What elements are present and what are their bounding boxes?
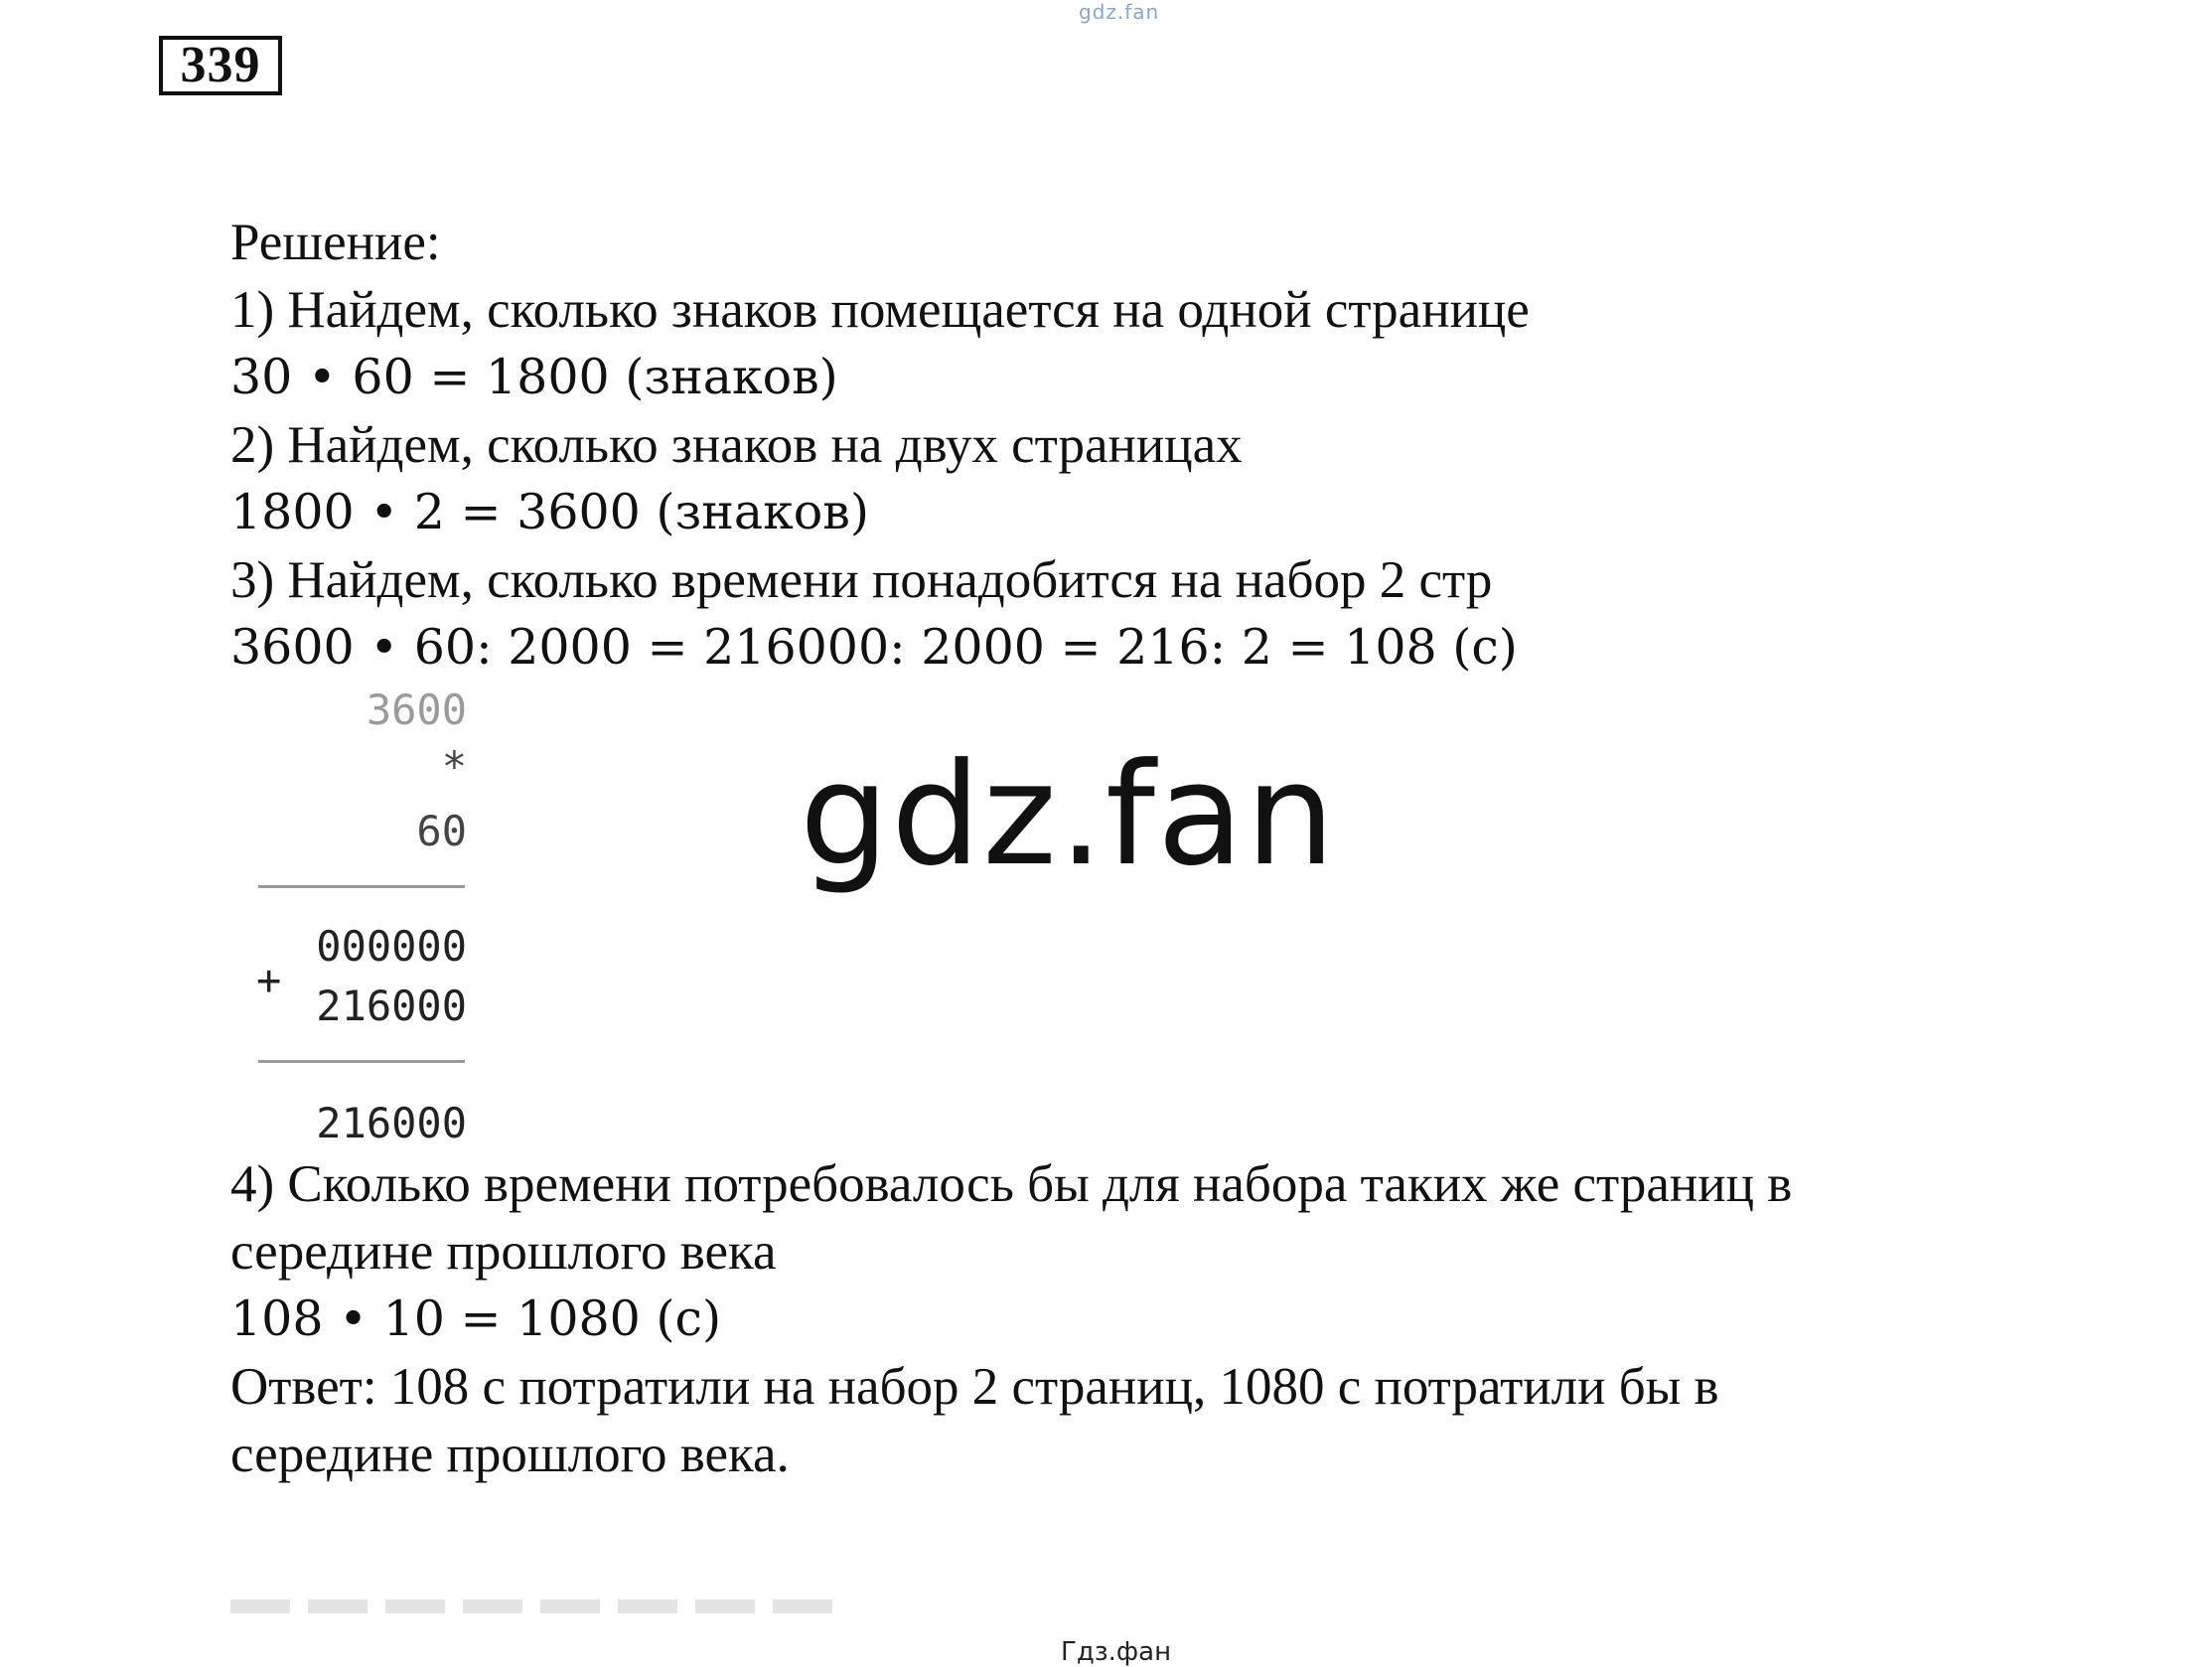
column-rule-top <box>258 885 465 888</box>
step3-text: 3) Найдем, сколько времени понадобится на набор 2 стр <box>230 551 1493 609</box>
column-result: 216000 <box>316 1099 467 1147</box>
problem-number-box: 339 <box>159 36 282 95</box>
footer-watermark: Гдз.фан <box>1061 1637 1172 1667</box>
step3-calc: 3600 • 60: 2000 = 216000: 2000 = 216: 2 = 108 (с) <box>230 619 1518 676</box>
step4-text-line2: середине прошлого века <box>230 1223 777 1281</box>
column-multiplicand: 3600 <box>366 685 467 734</box>
step4-text-line1: 4) Сколько времени потребовалось бы для набора таких же страниц в <box>230 1155 1793 1213</box>
step1-calc: 30 • 60 = 1800 (знаков) <box>230 349 838 405</box>
step1-text: 1) Найдем, сколько знаков помещается на одной странице <box>230 281 1530 339</box>
column-partial-1: 000000 <box>316 922 467 971</box>
step4-calc: 108 • 10 = 1080 (с) <box>230 1290 722 1347</box>
faded-text-remnant <box>230 1599 846 1613</box>
column-rule-bottom <box>258 1060 465 1063</box>
column-operator: * <box>441 742 467 791</box>
center-watermark: gdz.fan <box>800 733 1337 897</box>
column-multiplier: 60 <box>416 807 467 855</box>
column-plus-sign: + <box>256 956 282 1004</box>
step2-calc: 1800 • 2 = 3600 (знаков) <box>230 484 869 540</box>
solution-heading: Решение: <box>230 214 441 271</box>
step2-text: 2) Найдем, сколько знаков на двух страницах <box>230 416 1243 474</box>
answer-line2: середине прошлого века. <box>230 1426 790 1483</box>
answer-line1: Ответ: 108 с потратили на набор 2 страниц, 1080 с потратили бы в <box>230 1358 1719 1416</box>
column-partial-2: 216000 <box>316 982 467 1030</box>
top-watermark: gdz.fan <box>1079 0 1160 24</box>
